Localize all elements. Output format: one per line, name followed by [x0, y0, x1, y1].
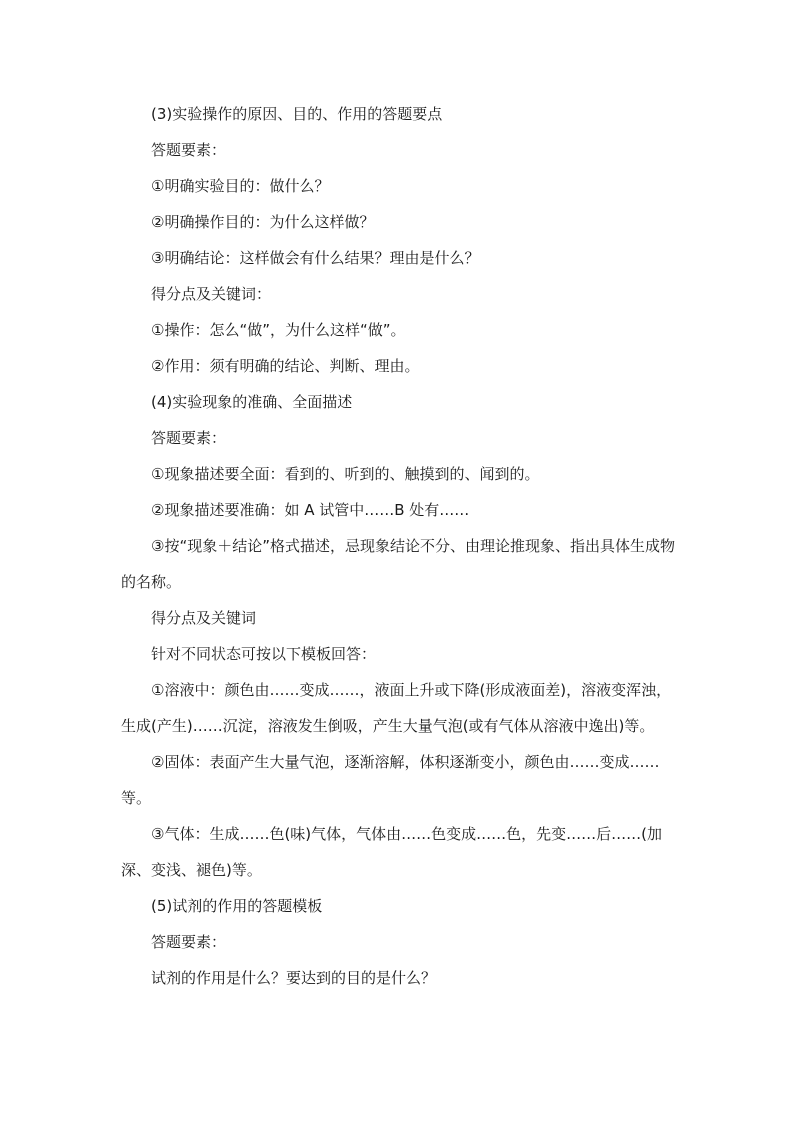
list-item: ②现象描述要准确：如 A 试管中……B 处有……: [151, 501, 470, 519]
list-item: ②作用：须有明确的结论、判断、理由。: [151, 357, 420, 375]
section-heading-3: (3)实验操作的原因、目的、作用的答题要点: [151, 105, 443, 123]
list-item: ③按“现象＋结论”格式描述，忌现象结论不分、由理论推现象、指出具体生成物的名称。: [121, 537, 675, 591]
list-item: ②固体：表面产生大量气泡，逐渐溶解，体积逐渐变小，颜色由……变成……等。: [121, 753, 660, 807]
section-heading-4: (4)实验现象的准确、全面描述: [151, 393, 353, 411]
document-body: [121, 96, 679, 996]
list-item: ③气体：生成……色(味)气体，气体由……色变成……色，先变……后……(加深、变浅、褪色)等。: [121, 825, 663, 879]
list-item: ①明确实验目的：做什么？: [151, 177, 330, 195]
scoring-keywords-label: 得分点及关键词：: [151, 285, 272, 303]
answer-elements-label: 答题要素：: [151, 429, 227, 447]
list-item: ③明确结论：这样做会有什么结果？理由是什么？: [151, 249, 480, 267]
section-heading-5: (5)试剂的作用的答题模板: [151, 897, 323, 915]
list-item: ①操作：怎么“做”，为什么这样“做”。: [151, 321, 406, 339]
template-intro: 针对不同状态可按以下模板回答：: [151, 645, 377, 663]
scoring-keywords-label: 得分点及关键词: [151, 609, 257, 627]
list-item: ①溶液中：颜色由……变成……，液面上升或下降(形成液面差)，溶液变浑浊，生成(产生)……沉淀，溶液发生倒吸，产生大量气泡(或有气体从溶液中逸出)等。: [121, 681, 672, 735]
list-item: ①现象描述要全面：看到的、听到的、触摸到的、闻到的。: [151, 465, 540, 483]
answer-elements-label: 答题要素：: [151, 141, 227, 159]
answer-elements-label: 答题要素：: [151, 933, 227, 951]
list-item: ②明确操作目的：为什么这样做？: [151, 213, 375, 231]
list-item: 试剂的作用是什么？要达到的目的是什么？: [151, 969, 437, 987]
